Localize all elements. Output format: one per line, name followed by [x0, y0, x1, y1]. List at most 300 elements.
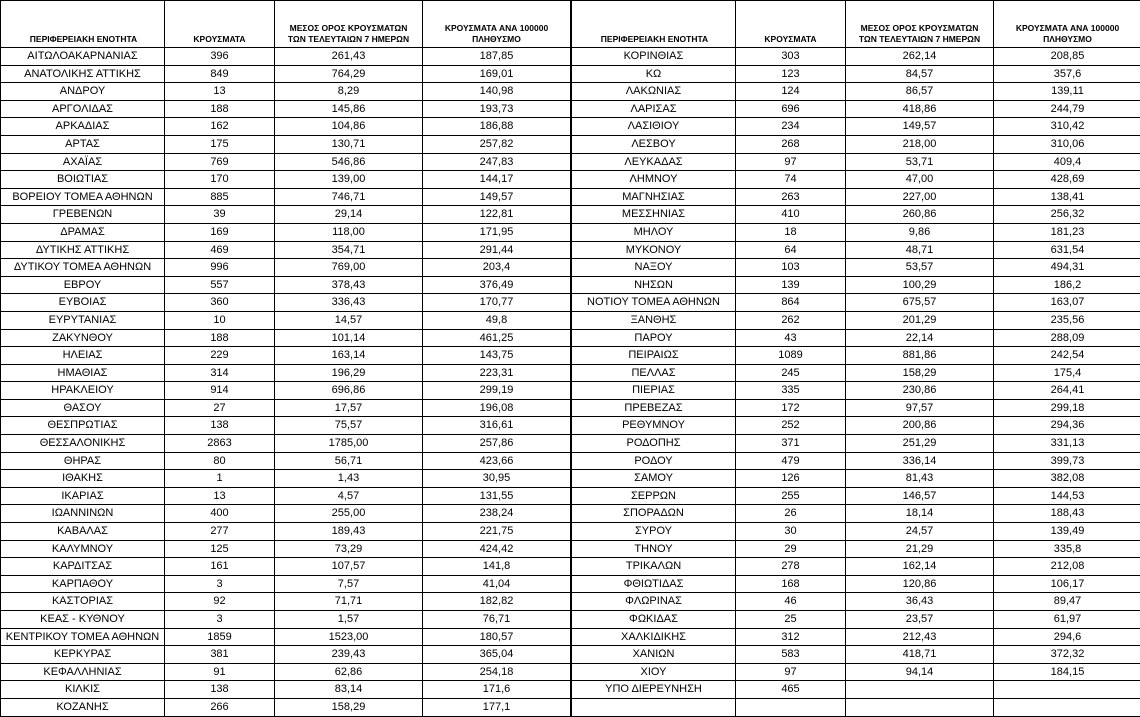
cell-region: ΞΑΝΘΗΣ	[572, 311, 736, 329]
table-row	[1, 558, 571, 576]
cell-cases: 266	[165, 698, 275, 716]
table-row	[1, 611, 571, 629]
cell-avg7: 336,14	[846, 452, 994, 470]
cell-cases: 262	[736, 311, 846, 329]
cell-cases: 97	[736, 153, 846, 171]
cell-region: ΚΑΒΑΛΑΣ	[1, 523, 165, 541]
cell-per100k: 299,18	[994, 399, 1140, 417]
cell-region: ΘΕΣΠΡΩΤΙΑΣ	[1, 417, 165, 435]
cell-cases: 400	[165, 505, 275, 523]
cell-avg7: 81,43	[846, 470, 994, 488]
cell-per100k: 180,57	[423, 628, 571, 646]
cell-region: ΚΟΡΙΝΘΙΑΣ	[572, 48, 736, 66]
cell-cases: 97	[736, 663, 846, 681]
cell-avg7: 1785,00	[275, 435, 423, 453]
table-row	[572, 364, 1140, 382]
cell-per100k: 196,08	[423, 399, 571, 417]
cell-per100k: 171,6	[423, 681, 571, 699]
cell-region: ΠΙΕΡΙΑΣ	[572, 382, 736, 400]
cell-avg7: 71,71	[275, 593, 423, 611]
cell-cases: 10	[165, 311, 275, 329]
cell-cases: 229	[165, 347, 275, 365]
table-row	[572, 593, 1140, 611]
cell-avg7: 48,71	[846, 241, 994, 259]
cell-region: ΗΛΕΙΑΣ	[1, 347, 165, 365]
cell-cases: 188	[165, 329, 275, 347]
cell-cases: 168	[736, 575, 846, 593]
cell-per100k: 257,86	[423, 435, 571, 453]
cell-avg7: 149,57	[846, 118, 994, 136]
cell-cases: 172	[736, 399, 846, 417]
cell-avg7: 56,71	[275, 452, 423, 470]
cell-cases: 314	[165, 364, 275, 382]
cell-cases: 234	[736, 118, 846, 136]
cell-region: ΡΟΔΟΠΗΣ	[572, 435, 736, 453]
cell-region: ΛΑΡΙΣΑΣ	[572, 100, 736, 118]
cell-avg7: 418,86	[846, 100, 994, 118]
cell-region: ΝΑΞΟΥ	[572, 259, 736, 277]
cell-per100k: 139,11	[994, 83, 1140, 101]
cell-avg7: 104,86	[275, 118, 423, 136]
cell-region: ΚΕΡΚΥΡΑΣ	[1, 646, 165, 664]
cell-per100k: 382,08	[994, 470, 1140, 488]
cell-cases: 43	[736, 329, 846, 347]
cell-cases: 360	[165, 294, 275, 312]
cell-per100k: 188,43	[994, 505, 1140, 523]
cell-cases: 103	[736, 259, 846, 277]
cell-avg7: 94,14	[846, 663, 994, 681]
column-header-avg7-line2: ΤΩΝ ΤΕΛΕΥΤΑΙΩΝ 7 ΗΜΕΡΩΝ	[850, 34, 989, 45]
cell-cases: 696	[736, 100, 846, 118]
table-row	[1, 241, 571, 259]
cell-region	[572, 698, 736, 716]
cell-per100k: 106,17	[994, 575, 1140, 593]
cell-avg7: 9,86	[846, 223, 994, 241]
table-row	[1, 153, 571, 171]
cell-per100k: 288,09	[994, 329, 1140, 347]
cell-per100k: 76,71	[423, 611, 571, 629]
cell-per100k: 187,85	[423, 48, 571, 66]
cell-region: ΛΕΣΒΟΥ	[572, 135, 736, 153]
table-row	[572, 188, 1140, 206]
table-row	[572, 646, 1140, 664]
cell-per100k: 631,54	[994, 241, 1140, 259]
table-row	[572, 171, 1140, 189]
cell-cases: 39	[165, 206, 275, 224]
cell-region: ΠΕΙΡΑΙΩΣ	[572, 347, 736, 365]
cell-region: ΛΑΚΩΝΙΑΣ	[572, 83, 736, 101]
cell-avg7: 100,29	[846, 276, 994, 294]
cell-cases: 557	[165, 276, 275, 294]
cell-region: ΧΙΟΥ	[572, 663, 736, 681]
cell-avg7: 212,43	[846, 628, 994, 646]
cell-region: ΓΡΕΒΕΝΩΝ	[1, 206, 165, 224]
table-row	[572, 611, 1140, 629]
cell-region: ΔΥΤΙΚΟΥ ΤΟΜΕΑ ΑΘΗΝΩΝ	[1, 259, 165, 277]
cell-region: ΦΛΩΡΙΝΑΣ	[572, 593, 736, 611]
cell-cases: 479	[736, 452, 846, 470]
table-row	[1, 206, 571, 224]
cell-avg7: 200,86	[846, 417, 994, 435]
table-row	[1, 135, 571, 153]
cell-per100k: 376,49	[423, 276, 571, 294]
cell-avg7: 22,14	[846, 329, 994, 347]
cell-region: ΑΡΚΑΔΙΑΣ	[1, 118, 165, 136]
cell-cases: 277	[165, 523, 275, 541]
cell-per100k: 238,24	[423, 505, 571, 523]
cell-cases: 885	[165, 188, 275, 206]
cell-per100k: 184,15	[994, 663, 1140, 681]
cell-region: ΧΑΛΚΙΔΙΚΗΣ	[572, 628, 736, 646]
cell-cases: 849	[165, 65, 275, 83]
cell-region: ΠΡΕΒΕΖΑΣ	[572, 399, 736, 417]
table-row	[572, 417, 1140, 435]
table-row	[1, 382, 571, 400]
table-row	[572, 48, 1140, 66]
cell-cases: 188	[165, 100, 275, 118]
cell-avg7: 354,71	[275, 241, 423, 259]
table-row	[1, 259, 571, 277]
cell-avg7: 163,14	[275, 347, 423, 365]
cell-avg7: 86,57	[846, 83, 994, 101]
column-header-avg7-line1: ΜΕΣΟΣ ΟΡΟΣ ΚΡΟΥΣΜΑΤΩΝ	[279, 23, 418, 34]
header-row	[1, 1, 571, 48]
cell-avg7: 18,14	[846, 505, 994, 523]
cell-cases: 2863	[165, 435, 275, 453]
cell-cases: 312	[736, 628, 846, 646]
cell-cases: 139	[736, 276, 846, 294]
cell-per100k: 30,95	[423, 470, 571, 488]
cell-cases: 91	[165, 663, 275, 681]
cell-avg7: 162,14	[846, 558, 994, 576]
cell-region: ΚΑΡΔΙΤΣΑΣ	[1, 558, 165, 576]
column-header-avg7	[275, 1, 423, 48]
cell-cases: 1859	[165, 628, 275, 646]
cell-cases: 1	[165, 470, 275, 488]
cell-per100k: 141,8	[423, 558, 571, 576]
cell-cases: 268	[736, 135, 846, 153]
cell-cases: 27	[165, 399, 275, 417]
cell-cases: 3	[165, 575, 275, 593]
cell-avg7: 746,71	[275, 188, 423, 206]
cell-avg7: 73,29	[275, 540, 423, 558]
cell-cases	[736, 698, 846, 716]
cell-cases: 25	[736, 611, 846, 629]
cell-avg7: 118,00	[275, 223, 423, 241]
cell-avg7	[846, 681, 994, 699]
cell-avg7: 7,57	[275, 575, 423, 593]
cell-region: ΚΑΛΥΜΝΟΥ	[1, 540, 165, 558]
table-row	[572, 294, 1140, 312]
table-body-left	[1, 48, 571, 717]
cell-region: ΣΑΜΟΥ	[572, 470, 736, 488]
cell-per100k: 316,61	[423, 417, 571, 435]
cell-region: ΠΑΡΟΥ	[572, 329, 736, 347]
cell-avg7: 881,86	[846, 347, 994, 365]
table-row	[1, 487, 571, 505]
cell-per100k: 264,41	[994, 382, 1140, 400]
cell-region: ΡΟΔΟΥ	[572, 452, 736, 470]
cell-cases: 914	[165, 382, 275, 400]
cell-region: ΔΥΤΙΚΗΣ ΑΤΤΙΚΗΣ	[1, 241, 165, 259]
cell-region: ΚΕΝΤΡΙΚΟΥ ΤΟΜΕΑ ΑΘΗΝΩΝ	[1, 628, 165, 646]
cell-per100k: 254,18	[423, 663, 571, 681]
table-row	[1, 523, 571, 541]
cell-avg7: 75,57	[275, 417, 423, 435]
cell-avg7: 146,57	[846, 487, 994, 505]
table-row	[572, 540, 1140, 558]
cell-per100k: 372,32	[994, 646, 1140, 664]
table-row	[1, 505, 571, 523]
cell-avg7: 97,57	[846, 399, 994, 417]
cell-avg7: 21,29	[846, 540, 994, 558]
cell-per100k: 399,73	[994, 452, 1140, 470]
table-row	[1, 593, 571, 611]
table-row	[1, 681, 571, 699]
cell-cases: 1089	[736, 347, 846, 365]
cell-region: ΘΑΣΟΥ	[1, 399, 165, 417]
cell-cases: 13	[165, 487, 275, 505]
cell-region: ΑΝΔΡΟΥ	[1, 83, 165, 101]
cell-avg7: 218,00	[846, 135, 994, 153]
cell-per100k: 428,69	[994, 171, 1140, 189]
cell-region: ΚΕΦΑΛΛΗΝΙΑΣ	[1, 663, 165, 681]
cell-cases: 13	[165, 83, 275, 101]
table-row	[572, 452, 1140, 470]
table-row	[572, 628, 1140, 646]
cell-cases: 469	[165, 241, 275, 259]
table-row	[1, 188, 571, 206]
cell-region: ΚΕΑΣ - ΚΥΘΝΟΥ	[1, 611, 165, 629]
cell-avg7: 260,86	[846, 206, 994, 224]
cell-avg7: 336,43	[275, 294, 423, 312]
cell-cases: 169	[165, 223, 275, 241]
table-row	[572, 135, 1140, 153]
cell-cases: 26	[736, 505, 846, 523]
table-row	[572, 100, 1140, 118]
cell-region: ΚΙΛΚΙΣ	[1, 681, 165, 699]
cell-per100k: 461,25	[423, 329, 571, 347]
cell-avg7: 23,57	[846, 611, 994, 629]
cell-cases: 996	[165, 259, 275, 277]
cell-avg7: 251,29	[846, 435, 994, 453]
cell-region: ΘΗΡΑΣ	[1, 452, 165, 470]
cell-cases: 769	[165, 153, 275, 171]
cell-avg7: 378,43	[275, 276, 423, 294]
cell-per100k: 247,83	[423, 153, 571, 171]
cell-avg7: 145,86	[275, 100, 423, 118]
cell-region: ΜΑΓΝΗΣΙΑΣ	[572, 188, 736, 206]
table-row	[572, 523, 1140, 541]
table-row	[1, 417, 571, 435]
cell-cases: 175	[165, 135, 275, 153]
cell-avg7: 196,29	[275, 364, 423, 382]
cell-cases: 74	[736, 171, 846, 189]
cell-per100k: 242,54	[994, 347, 1140, 365]
cell-region: ΚΑΡΠΑΘΟΥ	[1, 575, 165, 593]
table-row	[572, 382, 1140, 400]
cell-region: ΒΟΡΕΙΟΥ ΤΟΜΕΑ ΑΘΗΝΩΝ	[1, 188, 165, 206]
cell-avg7: 84,57	[846, 65, 994, 83]
cell-per100k: 212,08	[994, 558, 1140, 576]
table-row	[572, 153, 1140, 171]
cell-cases: 278	[736, 558, 846, 576]
cell-region: ΤΡΙΚΑΛΩΝ	[572, 558, 736, 576]
table-row	[572, 470, 1140, 488]
cell-region: ΛΕΥΚΑΔΑΣ	[572, 153, 736, 171]
cell-per100k: 294,6	[994, 628, 1140, 646]
column-header-cases: ΚΡΟΥΣΜΑΤΑ	[736, 1, 846, 48]
cell-avg7: 255,00	[275, 505, 423, 523]
cell-per100k: 357,6	[994, 65, 1140, 83]
cell-avg7: 107,57	[275, 558, 423, 576]
table-row	[1, 65, 571, 83]
cell-region: ΑΡΓΟΛΙΔΑΣ	[1, 100, 165, 118]
cell-region: ΑΝΑΤΟΛΙΚΗΣ ΑΤΤΙΚΗΣ	[1, 65, 165, 83]
table-row	[1, 294, 571, 312]
table-row	[572, 276, 1140, 294]
table-row	[572, 399, 1140, 417]
cell-avg7: 62,86	[275, 663, 423, 681]
cell-region: ΚΟΖΑΝΗΣ	[1, 698, 165, 716]
table-row	[1, 347, 571, 365]
cell-region: ΦΘΙΩΤΙΔΑΣ	[572, 575, 736, 593]
cell-cases: 161	[165, 558, 275, 576]
cell-per100k: 61,97	[994, 611, 1140, 629]
cell-cases: 263	[736, 188, 846, 206]
cell-region: ΛΑΣΙΘΙΟΥ	[572, 118, 736, 136]
table-row	[572, 681, 1140, 699]
cell-per100k: 177,1	[423, 698, 571, 716]
cell-per100k: 193,73	[423, 100, 571, 118]
cell-cases: 162	[165, 118, 275, 136]
cell-avg7: 14,57	[275, 311, 423, 329]
cell-per100k: 365,04	[423, 646, 571, 664]
cell-per100k: 291,44	[423, 241, 571, 259]
cell-avg7: 158,29	[275, 698, 423, 716]
cell-cases: 92	[165, 593, 275, 611]
cell-per100k: 169,01	[423, 65, 571, 83]
cell-cases: 864	[736, 294, 846, 312]
cell-region: ΒΟΙΩΤΙΑΣ	[1, 171, 165, 189]
cases-table-right	[571, 0, 1140, 717]
cell-per100k: 256,32	[994, 206, 1140, 224]
cell-region: ΑΙΤΩΛΟΑΚΑΡΝΑΝΙΑΣ	[1, 48, 165, 66]
cell-per100k: 49,8	[423, 311, 571, 329]
table-row	[1, 171, 571, 189]
table-row	[572, 118, 1140, 136]
cell-per100k: 310,06	[994, 135, 1140, 153]
cell-cases: 46	[736, 593, 846, 611]
cell-avg7: 36,43	[846, 593, 994, 611]
column-header-per100k-line2: ΠΛΗΘΥΣΜΟ	[998, 34, 1137, 45]
cell-avg7: 1,43	[275, 470, 423, 488]
column-header-avg7-line1: ΜΕΣΟΣ ΟΡΟΣ ΚΡΟΥΣΜΑΤΩΝ	[850, 23, 989, 34]
cell-per100k: 494,31	[994, 259, 1140, 277]
cell-region: ΚΑΣΤΟΡΙΑΣ	[1, 593, 165, 611]
table-row	[572, 259, 1140, 277]
table-row	[1, 329, 571, 347]
cell-avg7: 17,57	[275, 399, 423, 417]
cell-avg7: 262,14	[846, 48, 994, 66]
table-row	[572, 698, 1140, 716]
cell-region: ΧΑΝΙΩΝ	[572, 646, 736, 664]
cell-per100k: 409,4	[994, 153, 1140, 171]
table-row	[1, 100, 571, 118]
column-header-region: ΠΕΡΙΦΕΡΕΙΑΚΗ ΕΝΟΤΗΤΑ	[572, 1, 736, 48]
cell-cases: 381	[165, 646, 275, 664]
cell-per100k: 186,2	[994, 276, 1140, 294]
column-header-per100k	[994, 1, 1140, 48]
cell-per100k: 175,4	[994, 364, 1140, 382]
cell-region: ΕΥΡΥΤΑΝΙΑΣ	[1, 311, 165, 329]
cell-cases: 80	[165, 452, 275, 470]
cell-region: ΜΗΛΟΥ	[572, 223, 736, 241]
cell-region: ΖΑΚΥΝΘΟΥ	[1, 329, 165, 347]
table-row	[1, 628, 571, 646]
cell-cases: 123	[736, 65, 846, 83]
table-row	[572, 558, 1140, 576]
cell-region: ΥΠΟ ΔΙΕΡΕΥΝΗΣΗ	[572, 681, 736, 699]
table-row	[1, 470, 571, 488]
cell-avg7: 418,71	[846, 646, 994, 664]
column-header-per100k-line1: ΚΡΟΥΣΜΑΤΑ ΑΝΑ 100000	[998, 23, 1137, 34]
table-row	[1, 118, 571, 136]
cell-cases: 252	[736, 417, 846, 435]
cell-avg7: 24,57	[846, 523, 994, 541]
table-row	[1, 399, 571, 417]
table-body-right	[572, 48, 1140, 717]
cell-cases: 583	[736, 646, 846, 664]
cell-region: ΙΘΑΚΗΣ	[1, 470, 165, 488]
cell-region: ΗΡΑΚΛΕΙΟΥ	[1, 382, 165, 400]
cell-per100k: 203,4	[423, 259, 571, 277]
cell-per100k: 424,42	[423, 540, 571, 558]
cell-avg7: 1523,00	[275, 628, 423, 646]
cell-avg7: 1,57	[275, 611, 423, 629]
cell-per100k: 122,81	[423, 206, 571, 224]
cell-cases: 255	[736, 487, 846, 505]
table-row	[1, 663, 571, 681]
cell-avg7: 239,43	[275, 646, 423, 664]
cell-per100k: 182,82	[423, 593, 571, 611]
cell-per100k: 221,75	[423, 523, 571, 541]
cell-region: ΝΗΣΩΝ	[572, 276, 736, 294]
table-row	[1, 223, 571, 241]
table-row	[572, 575, 1140, 593]
cell-region: ΙΚΑΡΙΑΣ	[1, 487, 165, 505]
cell-avg7: 8,29	[275, 83, 423, 101]
cell-avg7: 696,86	[275, 382, 423, 400]
cell-region: ΜΥΚΟΝΟΥ	[572, 241, 736, 259]
cell-avg7: 47,00	[846, 171, 994, 189]
cell-region: ΘΕΣΣΑΛΟΝΙΚΗΣ	[1, 435, 165, 453]
cell-cases: 335	[736, 382, 846, 400]
cell-avg7: 53,57	[846, 259, 994, 277]
cell-region: ΤΗΝΟΥ	[572, 540, 736, 558]
cell-per100k: 208,85	[994, 48, 1140, 66]
cell-cases: 30	[736, 523, 846, 541]
cell-region: ΡΕΘΥΜΝΟΥ	[572, 417, 736, 435]
cell-avg7: 546,86	[275, 153, 423, 171]
table-row	[572, 505, 1140, 523]
cell-per100k: 170,77	[423, 294, 571, 312]
cell-cases: 465	[736, 681, 846, 699]
table-row	[572, 241, 1140, 259]
cell-per100k: 131,55	[423, 487, 571, 505]
cell-per100k: 149,57	[423, 188, 571, 206]
cell-avg7: 261,43	[275, 48, 423, 66]
